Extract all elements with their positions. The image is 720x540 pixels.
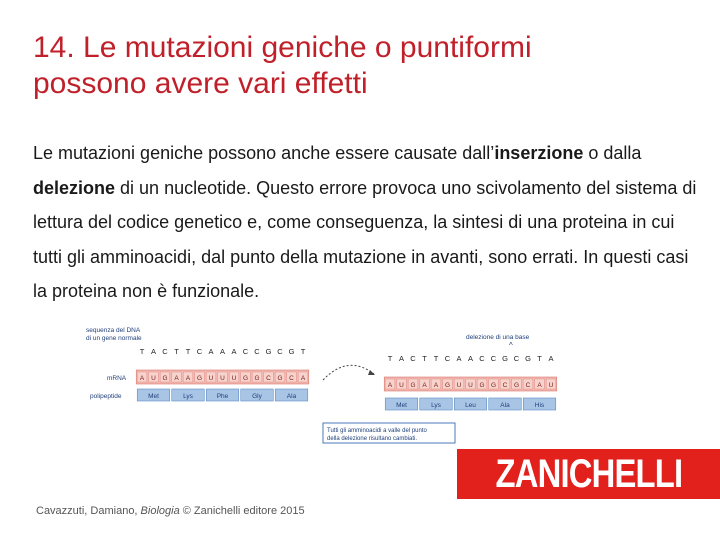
title-line-1: 14. Le mutazioni geniche o puntiformi — [33, 31, 532, 64]
normal-dna-base: C — [254, 347, 260, 356]
mutant-mrna-base: C — [525, 382, 531, 389]
normal-dna-base: T — [174, 347, 179, 356]
mutant-dna-base: C — [410, 354, 416, 363]
mutant-mrna-base: G — [513, 382, 520, 389]
dna-label-line-2: di un gene normale — [86, 335, 142, 342]
body-text-2: o dalla — [583, 143, 642, 163]
slide-title — [33, 30, 693, 102]
mutant-polypeptide-strip — [385, 398, 556, 410]
normal-dna-sequence — [140, 347, 306, 356]
normal-mrna-base: U — [220, 375, 225, 382]
mutant-dna-base: T — [537, 354, 542, 363]
normal-polypeptide-strip — [137, 389, 308, 401]
mutant-mrna-base: G — [490, 382, 497, 389]
normal-peptide-amino-acid: Phe — [216, 393, 229, 400]
mutant-dna-base: A — [456, 354, 462, 363]
normal-dna-base: A — [231, 347, 237, 356]
mutant-mrna-base: A — [422, 382, 427, 389]
mutant-peptide-amino-acid: His — [534, 402, 545, 409]
mutant-dna-base: T — [422, 354, 427, 363]
footer-credit — [36, 505, 305, 517]
normal-dna-base: C — [162, 347, 168, 356]
mutant-dna-base: T — [387, 354, 393, 363]
normal-mrna-base: U — [208, 375, 214, 382]
mutant-mrna-base: U — [548, 382, 554, 389]
body-bold-delezione: delezione — [33, 177, 116, 198]
frameshift-mutation-figure — [78, 322, 580, 446]
mutant-dna-base: A — [467, 354, 474, 363]
normal-dna-base: T — [185, 347, 191, 356]
normal-mrna-base: G — [254, 375, 260, 382]
mutant-dna-base: C — [490, 354, 497, 363]
normal-dna-base: C — [196, 347, 203, 356]
body-text-1: Le mutazioni geniche possono anche essere causate dall’ — [33, 143, 495, 163]
mutant-peptide-amino-acid: Ala — [500, 402, 510, 409]
deletion-marker: ^ — [509, 341, 513, 350]
normal-dna-base: G — [288, 347, 295, 356]
mutant-mrna-base: A — [387, 382, 393, 389]
footer-authors: Cavazzuti, Damiano, — [36, 505, 141, 517]
mutant-dna-base: T — [433, 354, 439, 363]
mutant-dna-base: G — [525, 354, 531, 363]
mutation-arrow — [323, 365, 374, 380]
body-paragraph — [33, 136, 705, 309]
normal-mrna-base: U — [231, 375, 237, 382]
normal-mrna-base: A — [300, 375, 306, 382]
normal-mrna-base: G — [196, 375, 203, 382]
normal-dna-base: G — [265, 347, 272, 356]
zanichelli-logo — [457, 449, 720, 499]
mutant-mrna-base: U — [468, 382, 473, 389]
logo-text: ZANICHELLI — [495, 451, 682, 496]
normal-mrna-base: C — [266, 375, 271, 382]
normal-mrna-strip — [136, 370, 309, 384]
normal-mrna-base: U — [151, 375, 156, 382]
mutant-peptide-amino-acid: Lys — [431, 402, 441, 409]
normal-dna-base: C — [277, 347, 283, 356]
mutant-mrna-base: G — [410, 382, 416, 389]
normal-mrna-base: A — [139, 375, 145, 382]
normal-mrna-base: A — [174, 375, 179, 382]
deletion-label: delezione di una base — [466, 334, 530, 341]
mutant-mrna-base: U — [456, 382, 462, 389]
normal-dna-base: A — [219, 347, 226, 356]
normal-mrna-base: G — [242, 375, 249, 382]
body-bold-inserzione: inserzione — [494, 143, 584, 163]
normal-dna-base: A — [208, 347, 214, 356]
mutant-peptide-amino-acid: Leu — [465, 402, 476, 409]
footer-publisher: © Zanichelli editore 2015 — [179, 505, 305, 517]
mutant-mrna-base: A — [433, 382, 439, 389]
normal-mrna-base: A — [185, 375, 191, 382]
mutant-dna-base: C — [479, 354, 485, 363]
mutant-mrna-base: U — [399, 382, 404, 389]
footer-book-title: Biologia — [140, 505, 180, 517]
mutant-mrna-base: C — [502, 382, 508, 389]
mutant-dna-base: C — [444, 354, 451, 363]
normal-mrna-base: G — [277, 375, 283, 382]
normal-mrna-base: G — [162, 375, 168, 382]
title-line-2: possono avere vari effetti — [33, 67, 368, 100]
dna-label-line-1: sequenza del DNA — [86, 327, 141, 334]
note-line-2: della delezione risultano cambiati. — [327, 436, 418, 442]
normal-peptide-amino-acid: Ala — [286, 393, 297, 400]
mutant-mrna-strip — [384, 377, 557, 391]
polypeptide-label: polipeptide — [90, 393, 122, 400]
mutant-dna-base: C — [513, 354, 520, 363]
normal-mrna-base: C — [289, 375, 294, 382]
note-line-1: Tutti gli amminoacidi a valle del punto — [327, 428, 427, 434]
mutant-dna-base: G — [502, 354, 508, 363]
normal-dna-base: C — [242, 347, 249, 356]
normal-dna-base: T — [139, 347, 145, 356]
mutant-dna-sequence — [388, 354, 554, 363]
normal-peptide-amino-acid: Lys — [183, 393, 193, 400]
mutant-mrna-base: A — [537, 382, 542, 389]
mutant-peptide-amino-acid: Met — [396, 402, 407, 409]
mutant-mrna-base: G — [479, 382, 485, 389]
body-text-3: di un nucleotide. Questo errore provoca uno scivolamento del sistema di lettura del codice genetico e, come conseguenza, la sintesi di una proteina in cui tutti gli amminoacidi, dal punto della mutazione in avanti, sono errati. In questi casi la proteina non è funzionale. — [33, 177, 697, 301]
mutant-dna-base: A — [398, 354, 405, 363]
mutation-arrow-head — [368, 370, 375, 375]
mrna-label: mRNA — [107, 375, 127, 382]
normal-peptide-amino-acid: Gly — [252, 393, 262, 400]
normal-peptide-amino-acid: Met — [148, 393, 159, 400]
mutant-dna-base: A — [548, 354, 554, 363]
normal-dna-base: A — [150, 347, 157, 356]
mutant-mrna-base: G — [444, 382, 451, 389]
normal-dna-base: T — [300, 347, 306, 356]
